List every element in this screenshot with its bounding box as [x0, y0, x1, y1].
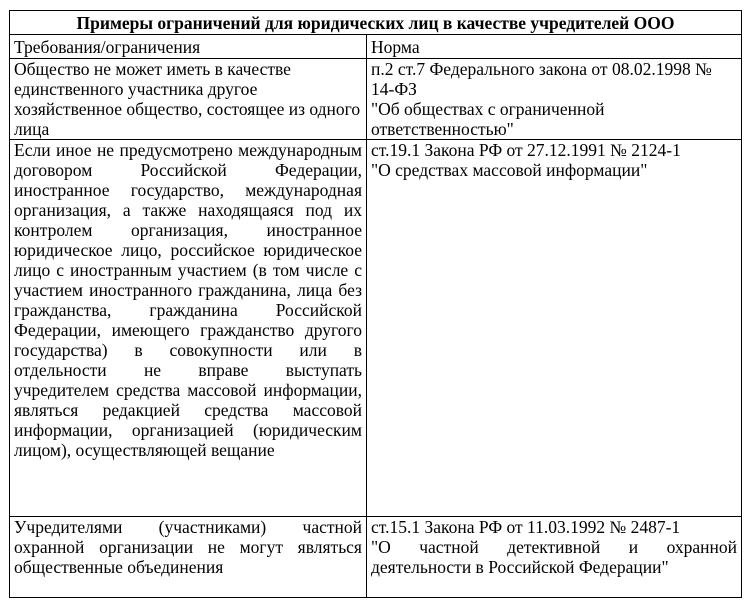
norm-cell	[367, 140, 742, 517]
norm-law-title: "О частной детективной и охранной деятельности в Российской Федерации"	[371, 537, 737, 577]
requirement-cell: Учредителями (участниками) частной охранной организации не могут являться общественные объединения	[10, 517, 367, 598]
table-header-row	[10, 35, 742, 59]
norm-cell	[367, 59, 742, 140]
table-row	[10, 517, 742, 598]
norm-law-title: "Об обществах с ограниченной ответственностью"	[371, 99, 605, 139]
norm-reference: ст.19.1 Закона РФ от 27.12.1991 № 2124-1	[371, 140, 681, 160]
norm-reference: ст.15.1 Закона РФ от 11.03.1992 № 2487-1	[371, 517, 681, 537]
table-title: Примеры ограничений для юридических лиц в качестве учредителей ООО	[10, 11, 742, 35]
header-norm: Норма	[367, 35, 742, 59]
restrictions-table	[9, 10, 742, 598]
requirement-cell: Общество не может иметь в качестве единственного участника другое хозяйственное общество, состоящее из одного лица	[10, 59, 367, 140]
table-row	[10, 140, 742, 517]
table-row	[10, 59, 742, 140]
table-title-row	[10, 11, 742, 35]
header-requirement: Требования/ограничения	[10, 35, 367, 59]
norm-reference: п.2 ст.7 Федерального закона от 08.02.1998 № 14-ФЗ	[371, 59, 712, 99]
norm-cell	[367, 517, 742, 598]
requirement-cell: Если иное не предусмотрено международным договором Российской Федерации, иностранное государство, международная организация, а также находящаяся под их контролем организация, иностранное юридическое лицо, российское юридическое лицо с иностранным участием (в том числе с участием иностранного гражданина, лица без гражданства, гражданина Российской Федерации, имеющего гражданство другого государства) в совокупности или в отдельности не вправе выступать учредителем средства массовой информации, являться редакцией средства массовой информации, организацией (юридическим лицом), осуществляющей вещание	[10, 140, 367, 517]
norm-law-title: "О средствах массовой информации"	[371, 160, 648, 180]
